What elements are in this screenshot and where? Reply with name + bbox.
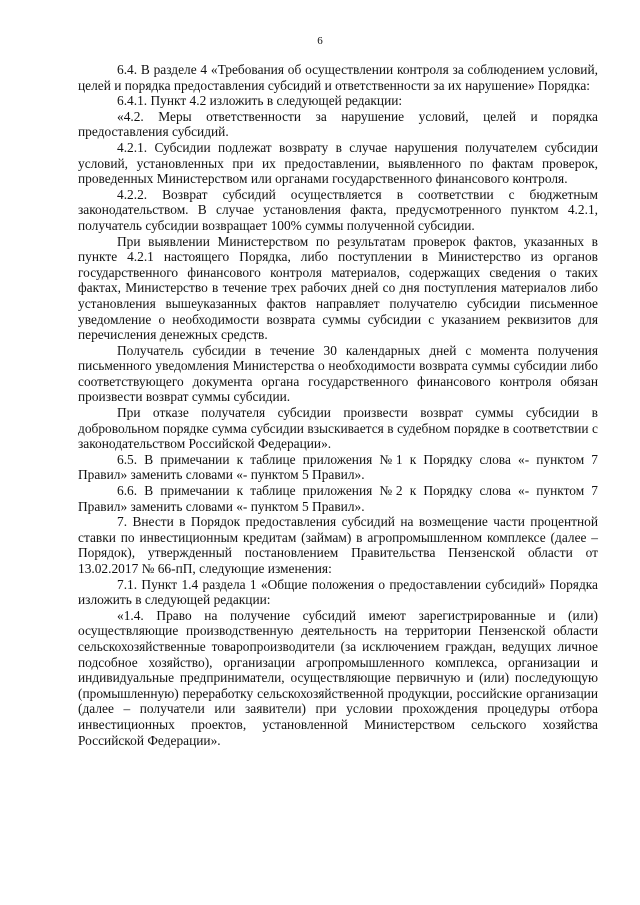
- paragraph-7: 7. Внести в Порядок предоставления субсидий на возмещение части процентной ставки по инвестиционным кредитам (займам) в агропромышленном комплексе (далее – Порядок), утвержденный постановлением Правительства Пензенской области от 13.02.2017 № 66-пП, следующие изменения:: [78, 514, 598, 576]
- paragraph-4-2-2: 4.2.2. Возврат субсидий осуществляется в соответствии с бюджетным законодательством. В случае установления факта, предусмотренного пунктом 4.2.1, получатель субсидии возвращает 100% суммы полученной субсидии.: [78, 186, 598, 233]
- paragraph-ministry-detection: При выявлении Министерством по результатам проверок фактов, указанных в пункте 4.2.1 настоящего Порядка, либо поступлении в Министерство из органов государственного финансового контроля материалов, содержащих сведения о таких фактах, Министерство в течение трех рабочих дней со дня поступления материалов либо установления вышеуказанных фактов направляет получателю субсидии письменное уведомление о необходимости возврата суммы субсидии с указанием реквизитов для перечисления денежных средств.: [78, 233, 598, 343]
- paragraph-6-4-1: 6.4.1. Пункт 4.2 изложить в следующей редакции:: [117, 93, 403, 109]
- paragraph-refusal: При отказе получателя субсидии произвести возврат суммы субсидии в добровольном порядке сумма субсидии взыскивается в судебном порядке в соответствии с законодательством Российской Федерации».: [78, 405, 598, 452]
- paragraph-6-4: 6.4. В разделе 4 «Требования об осуществлении контроля за соблюдением условий, целей и порядка предоставления субсидий и ответственности за их нарушение» Порядка:: [78, 62, 598, 93]
- page-number: 6: [317, 35, 323, 47]
- paragraph-6-5: 6.5. В примечании к таблице приложения №1 к Порядку слова «- пунктом 7 Правил» заменить словами «- пунктом 5 Правил».: [78, 451, 598, 483]
- paragraph-4-2: «4.2. Меры ответственности за нарушение условий, целей и порядка предоставления субсидий.: [78, 108, 598, 140]
- paragraph-1-4: «1.4. Право на получение субсидий имеют зарегистрированные и (или) осуществляющие производственную деятельность на территории Пензенской области сельскохозяйственные товаропроизводители (за исключением граждан, ведущих личное подсобное хозяйство), организации агропромышленного комплекса, организации и индивидуальные предприниматели, осуществляющие первичную и (или) последующую (промышленную) переработку сельскохозяйственной продукции, российские организации (далее – получатели или заявители) при условии прохождения процедуры отбора инвестиционных проектов, установленной Министерством сельского хозяйства Российской Федерации».: [78, 607, 598, 748]
- paragraph-recipient-30-days: Получатель субсидии в течение 30 календарных дней с момента получения письменного уведомления Министерства о необходимости возврата суммы субсидии либо соответствующего документа органа государственного финансового контроля обязан произвести возврат суммы субсидии.: [78, 342, 598, 405]
- paragraph-6-6: 6.6. В примечании к таблице приложения №2 к Порядку слова «- пунктом 7 Правил» заменить словами «- пунктом 5 Правил».: [78, 483, 598, 514]
- document-body: [78, 62, 598, 748]
- paragraph-7-1: 7.1. Пункт 1.4 раздела 1 «Общие положения о предоставлении субсидий» Порядка изложить в следующей редакции:: [78, 576, 598, 608]
- paragraph-4-2-1: 4.2.1. Субсидии подлежат возврату в случае нарушения получателем субсидии условий, установленных при их предоставлении, выявленного по фактам проверок, проведенных Министерством или органами государственного финансового контроля.: [78, 139, 598, 187]
